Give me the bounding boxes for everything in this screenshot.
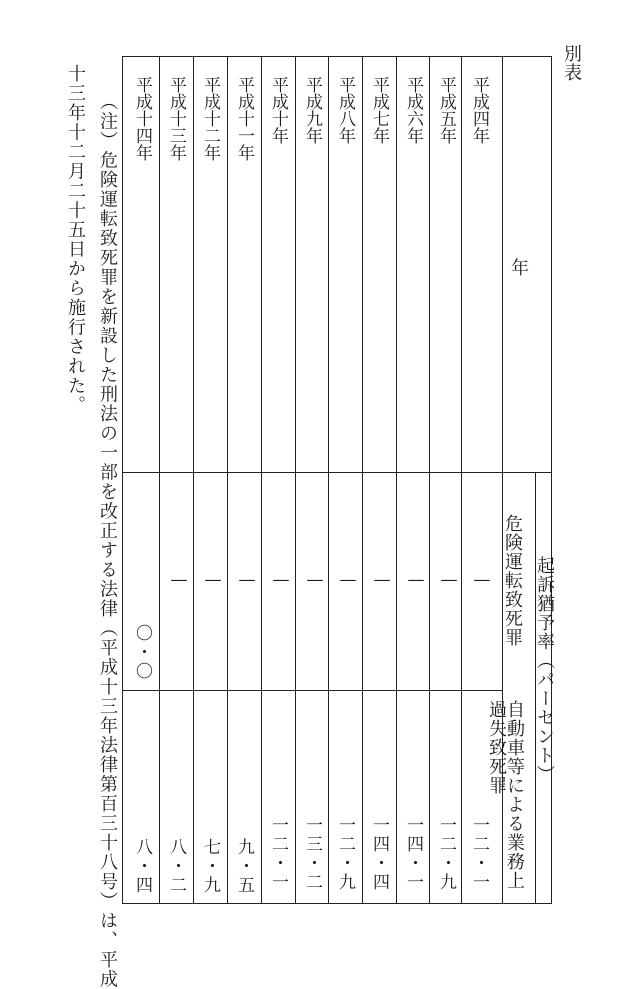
column-divider xyxy=(328,56,329,904)
column-divider xyxy=(362,56,363,904)
column-divider xyxy=(461,56,462,904)
row-dangerous-value: — xyxy=(271,570,291,592)
note-line-1: （注）危険運転致死罪を新設した刑法の一部を改正する法律（平成十三年法律第百三十八号）は、平成 xyxy=(97,92,118,989)
row-year: 平成十二年 xyxy=(200,76,220,161)
column-divider xyxy=(396,56,397,904)
row-dangerous-value: — xyxy=(169,570,189,592)
row-dangerous-value: — xyxy=(372,570,392,592)
row-year: 平成十四年 xyxy=(132,76,152,161)
row-dangerous-value: — xyxy=(237,570,257,592)
row-year: 平成十一年 xyxy=(234,76,254,161)
row-dangerous-value: 〇・〇 xyxy=(132,624,152,681)
row-year: 平成四年 xyxy=(469,76,489,144)
header-dangerous-driving: 危険運転致死罪 xyxy=(502,514,523,647)
row-dangerous-value: — xyxy=(305,570,325,592)
row-negligent-value: 一三・二 xyxy=(302,816,322,892)
note-line-2: 十三年十二月二十五日から施行された。 xyxy=(65,64,86,415)
row-dangerous-value: — xyxy=(406,570,426,592)
column-divider xyxy=(193,56,194,904)
row-negligent-value: 一四・一 xyxy=(403,816,423,892)
row-negligent-value: 八・二 xyxy=(166,838,186,895)
column-divider xyxy=(295,56,296,904)
header-negligent-driving: 自動車等による業務上過失致死罪 xyxy=(486,700,525,890)
row-negligent-value: 一四・四 xyxy=(369,816,389,892)
row-negligent-value: 一二・九 xyxy=(436,816,456,892)
row-year: 平成六年 xyxy=(403,76,423,144)
row-year: 平成十年 xyxy=(268,76,288,144)
row-year: 平成九年 xyxy=(302,76,322,144)
row-negligent-value: 一二・九 xyxy=(335,816,355,892)
column-divider xyxy=(429,56,430,904)
row-year: 平成八年 xyxy=(335,76,355,144)
column-divider xyxy=(159,56,160,904)
row-negligent-value: 七・九 xyxy=(200,838,220,895)
divider-dangerous-negligent xyxy=(122,690,502,691)
header-group-prosecution-waiver-rate: 起訴猶予率（パーセント） xyxy=(534,556,555,784)
row-negligent-value: 八・四 xyxy=(132,838,152,895)
row-negligent-value: 一二・一 xyxy=(469,816,489,892)
column-divider xyxy=(261,56,262,904)
row-dangerous-value: — xyxy=(439,570,459,592)
row-year: 平成十三年 xyxy=(166,76,186,161)
divider-year-values xyxy=(122,472,552,473)
row-dangerous-value: — xyxy=(472,570,492,592)
row-negligent-value: 九・五 xyxy=(234,838,254,895)
page-label: 別表 xyxy=(561,44,582,82)
column-divider xyxy=(227,56,228,904)
row-year: 平成七年 xyxy=(369,76,389,144)
row-dangerous-value: — xyxy=(203,570,223,592)
row-dangerous-value: — xyxy=(338,570,358,592)
header-year: 年 xyxy=(508,258,529,277)
row-year: 平成五年 xyxy=(436,76,456,144)
row-negligent-value: 一二・一 xyxy=(268,816,288,892)
